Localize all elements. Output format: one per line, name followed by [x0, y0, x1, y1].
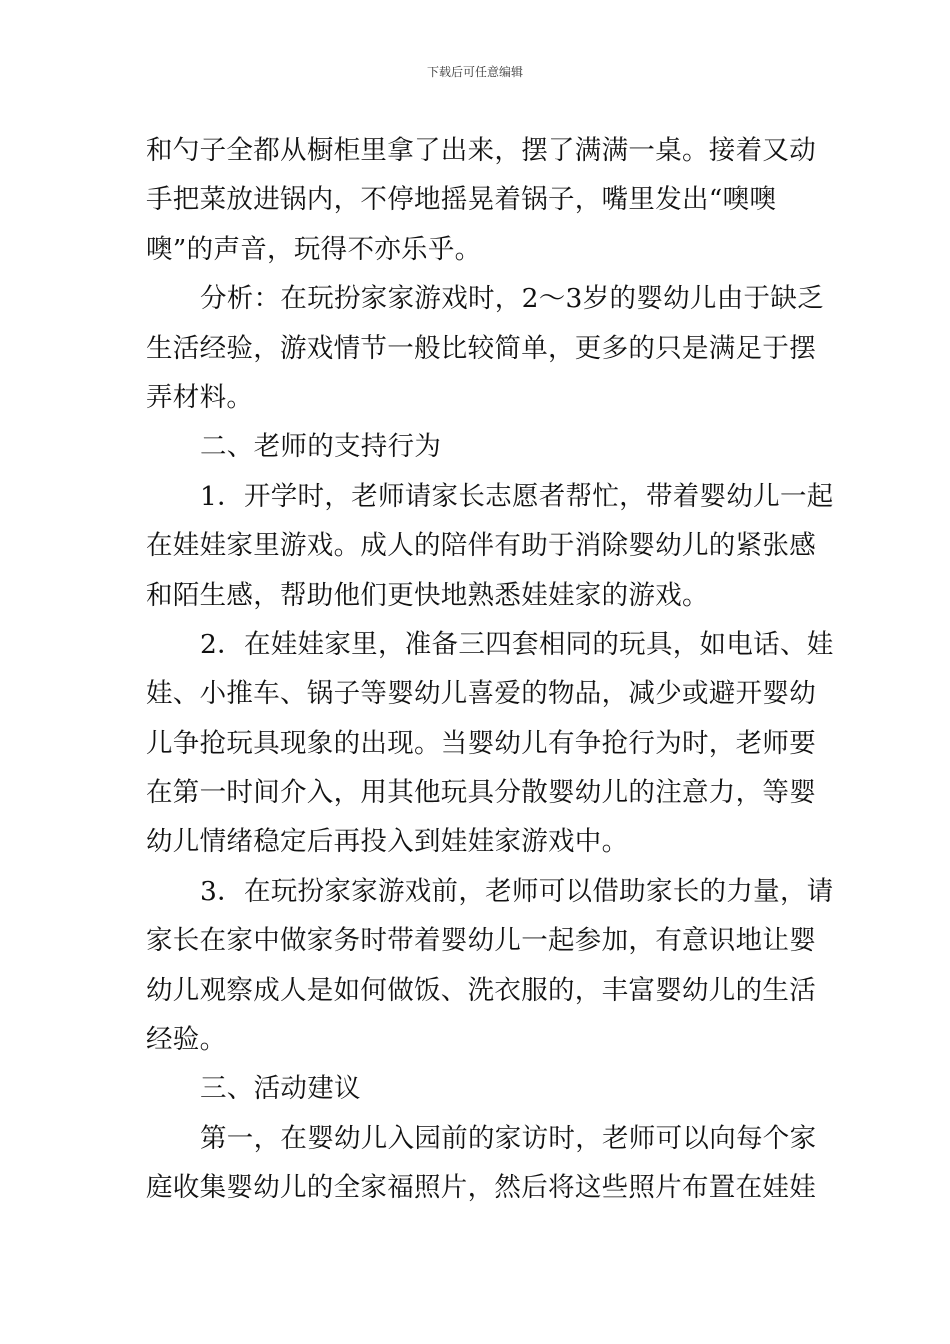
text-line: 手把菜放进锅内，不停地摇晃着锅子，嘴里发出“噢噢 [146, 184, 777, 216]
text-line: 幼儿观察成人是如何做饭、洗衣服的，丰富婴幼儿的生活 [146, 974, 816, 1006]
section-heading-activity-suggestions: 三、活动建议 [200, 1073, 361, 1105]
text-line: 娃、小推车、锅子等婴幼儿喜爱的物品，减少或避开婴幼 [146, 678, 816, 710]
list-item-3: 3．在玩扮家家游戏前，老师可以借助家长的力量，请 [200, 875, 834, 907]
text-line: 在娃娃家里游戏。成人的陪伴有助于消除婴幼儿的紧张感 [146, 530, 816, 562]
list-item-1: 1．开学时，老师请家长志愿者帮忙，带着婴幼儿一起 [200, 480, 834, 512]
text-line: 经验。 [146, 1024, 227, 1056]
page-header: 下载后可任意编辑 [426, 65, 523, 79]
document-body [146, 126, 834, 1213]
text-line: 庭收集婴幼儿的全家福照片，然后将这些照片布置在娃娃 [146, 1172, 816, 1204]
text-line: 弄材料。 [146, 381, 254, 413]
text-line: 幼儿情绪稳定后再投入到娃娃家游戏中。 [146, 826, 629, 858]
text-line: 家长在家中做家务时带着婴幼儿一起参加，有意识地让婴 [146, 925, 816, 957]
text-line: 噢”的声音，玩得不亦乐乎。 [146, 233, 482, 265]
text-line: 儿争抢玩具现象的出现。当婴幼儿有争抢行为时，老师要 [146, 727, 816, 759]
paragraph-analysis: 分析：在玩扮家家游戏时，2～3岁的婴幼儿由于缺乏 [200, 283, 824, 315]
text-line: 在第一时间介入，用其他玩具分散婴幼儿的注意力，等婴 [146, 777, 816, 809]
text-line: 和勺子全都从橱柜里拿了出来，摆了满满一桌。接着又动 [146, 135, 816, 166]
text-line: 和陌生感，帮助他们更快地熟悉娃娃家的游戏。 [146, 579, 709, 611]
paragraph-first-suggestion: 第一，在婴幼儿入园前的家访时，老师可以向每个家 [200, 1122, 817, 1154]
text-line: 生活经验，游戏情节一般比较简单，更多的只是满足于摆 [146, 332, 816, 364]
list-item-2: 2．在娃娃家里，准备三四套相同的玩具，如电话、娃 [200, 628, 834, 660]
section-heading-teacher-support: 二、老师的支持行为 [200, 431, 442, 463]
